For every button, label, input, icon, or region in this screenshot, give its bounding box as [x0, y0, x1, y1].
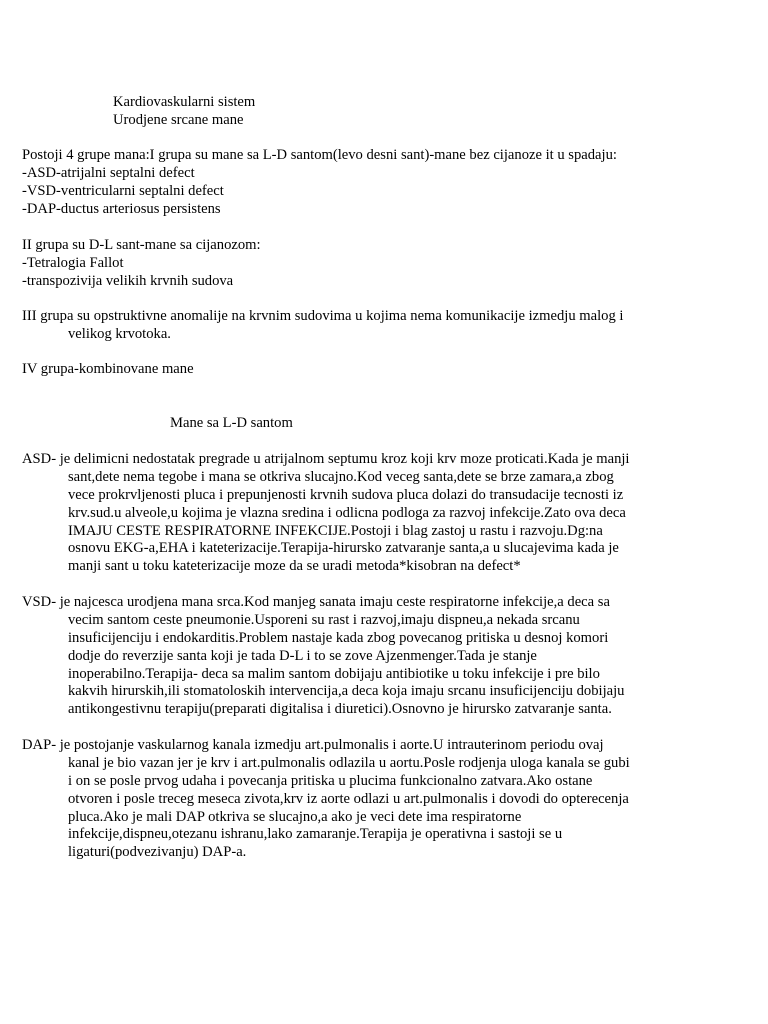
intro-paragraph	[22, 147, 662, 219]
dap-line: i on se posle prvog udaha i povecanja pritiska u plucima funkcionalno zatvara.Ako ostane	[68, 772, 593, 789]
group4-line: IV grupa-kombinovane mane	[22, 361, 194, 377]
intro-line: -VSD-ventricularni septalni defect	[22, 182, 224, 199]
vsd-line: VSD- je najcesca urodjena mana srca.Kod manjeg sanata imaju ceste respiratorne infekcije,a deca sa	[22, 594, 610, 610]
dap-line: pluca.Ako je mali DAP otkriva se slucajno,a ako je veci dete ima respiratorne	[68, 808, 522, 825]
group2-line: -Tetralogia Fallot	[22, 254, 124, 271]
section-title: Mane sa L-D santom	[170, 415, 293, 431]
document-subtitle: Urodjene srcane mane	[113, 111, 244, 128]
dap-line: DAP- je postojanje vaskularnog kanala izmedju art.pulmonalis i aorte.U intrauterinom periodu ovaj	[22, 737, 604, 753]
group4-paragraph	[22, 361, 662, 379]
vsd-line: inoperabilno.Terapija- deca sa malim santom dobijaju antibiotike u toku infekcije i pre bilo	[68, 665, 600, 682]
vsd-line: insuficijenciju i endokarditis.Problem nastaje kada zbog povecanog pritiska u desnoj komori	[68, 629, 609, 646]
dap-line: ligaturi(podvezivanju) DAP-a.	[68, 844, 247, 861]
asd-line: sant,dete nema tegobe i mana se otkriva slucajno.Kod veceg santa,dete se brze zamara,a zbog	[68, 468, 614, 485]
intro-line: Postoji 4 grupe mana:I grupa su mane sa L-D santom(levo desni sant)-mane bez cijanoze it u spadaju:	[22, 147, 617, 163]
dap-line: kanal je bio vazan jer je krv i art.pulmonalis odlazila u aortu.Posle rodjenja uloga kanala se gubi	[68, 754, 630, 771]
asd-paragraph	[22, 451, 662, 576]
vsd-line: vecim santom ceste pneumonie.Usporeni su rast i razvoj,imaju dispneu,a nekada srcanu	[68, 611, 580, 628]
dap-line: otvoren i posle treceg meseca zivota,krv iz aorte odlazi u art.pulmonalis i dovodi do opterecenja	[68, 790, 629, 807]
group2-paragraph	[22, 237, 662, 291]
asd-line: osnovu EKG-a,EHA i kateterizacije.Terapija-hirursko zatvaranje santa,a u slucajevima kada je	[68, 540, 619, 557]
asd-line: krv.sud.u alveole,u kojima je vlazna sredina i odlicna podloga za razvoj infekcije.Zato ova deca	[68, 504, 626, 521]
document-heading	[113, 94, 255, 130]
intro-line: -ASD-atrijalni septalni defect	[22, 164, 195, 181]
document-title: Kardiovaskularni sistem	[113, 94, 256, 110]
intro-line: -DAP-ductus arteriosus persistens	[22, 200, 221, 217]
asd-line: vece prokrvljenosti pluca i prepunjenosti krvnih sudova pluca dolazi do transudacije tecnosti iz	[68, 486, 624, 503]
group2-line: II grupa su D-L sant-mane sa cijanozom:	[22, 237, 261, 253]
vsd-paragraph	[22, 594, 662, 719]
group3-line: III grupa su opstruktivne anomalije na krvnim sudovima u kojima nema komunikacije izmedju malog i	[22, 308, 624, 324]
dap-paragraph	[22, 737, 662, 862]
asd-line: IMAJU CESTE RESPIRATORNE INFEKCIJE.Postoji i blag zastoj u rastu i razvoju.Dg:na	[68, 522, 603, 539]
group2-line: -transpozivija velikih krvnih sudova	[22, 272, 234, 289]
asd-line: manji sant u toku kateterizacije moze da se uradi metoda*kisobran na defect*	[68, 558, 521, 575]
vsd-line: kakvih hirurskih,ili stomatoloskih intervencija,a deca koja imaju srcanu insuficijenciju dobijaju	[68, 683, 625, 700]
vsd-line: antikongestivnu terapiju(preparati digitalisa i diuretici).Osnovno je hirursko zatvaranje santa.	[68, 701, 612, 718]
group3-line: velikog krvotoka.	[68, 325, 171, 342]
vsd-line: dodje do reverzije santa koji je tada D-L i to se zove Ajzenmenger.Tada je stanje	[68, 647, 537, 664]
asd-line: ASD- je delimicni nedostatak pregrade u atrijalnom septumu kroz koji krv moze proticati.Kada je manji	[22, 451, 630, 467]
group3-paragraph	[22, 308, 662, 344]
dap-line: infekcije,dispneu,otezanu ishranu,lako zamaranje.Terapija je operativna i sastoji se u	[68, 826, 563, 843]
